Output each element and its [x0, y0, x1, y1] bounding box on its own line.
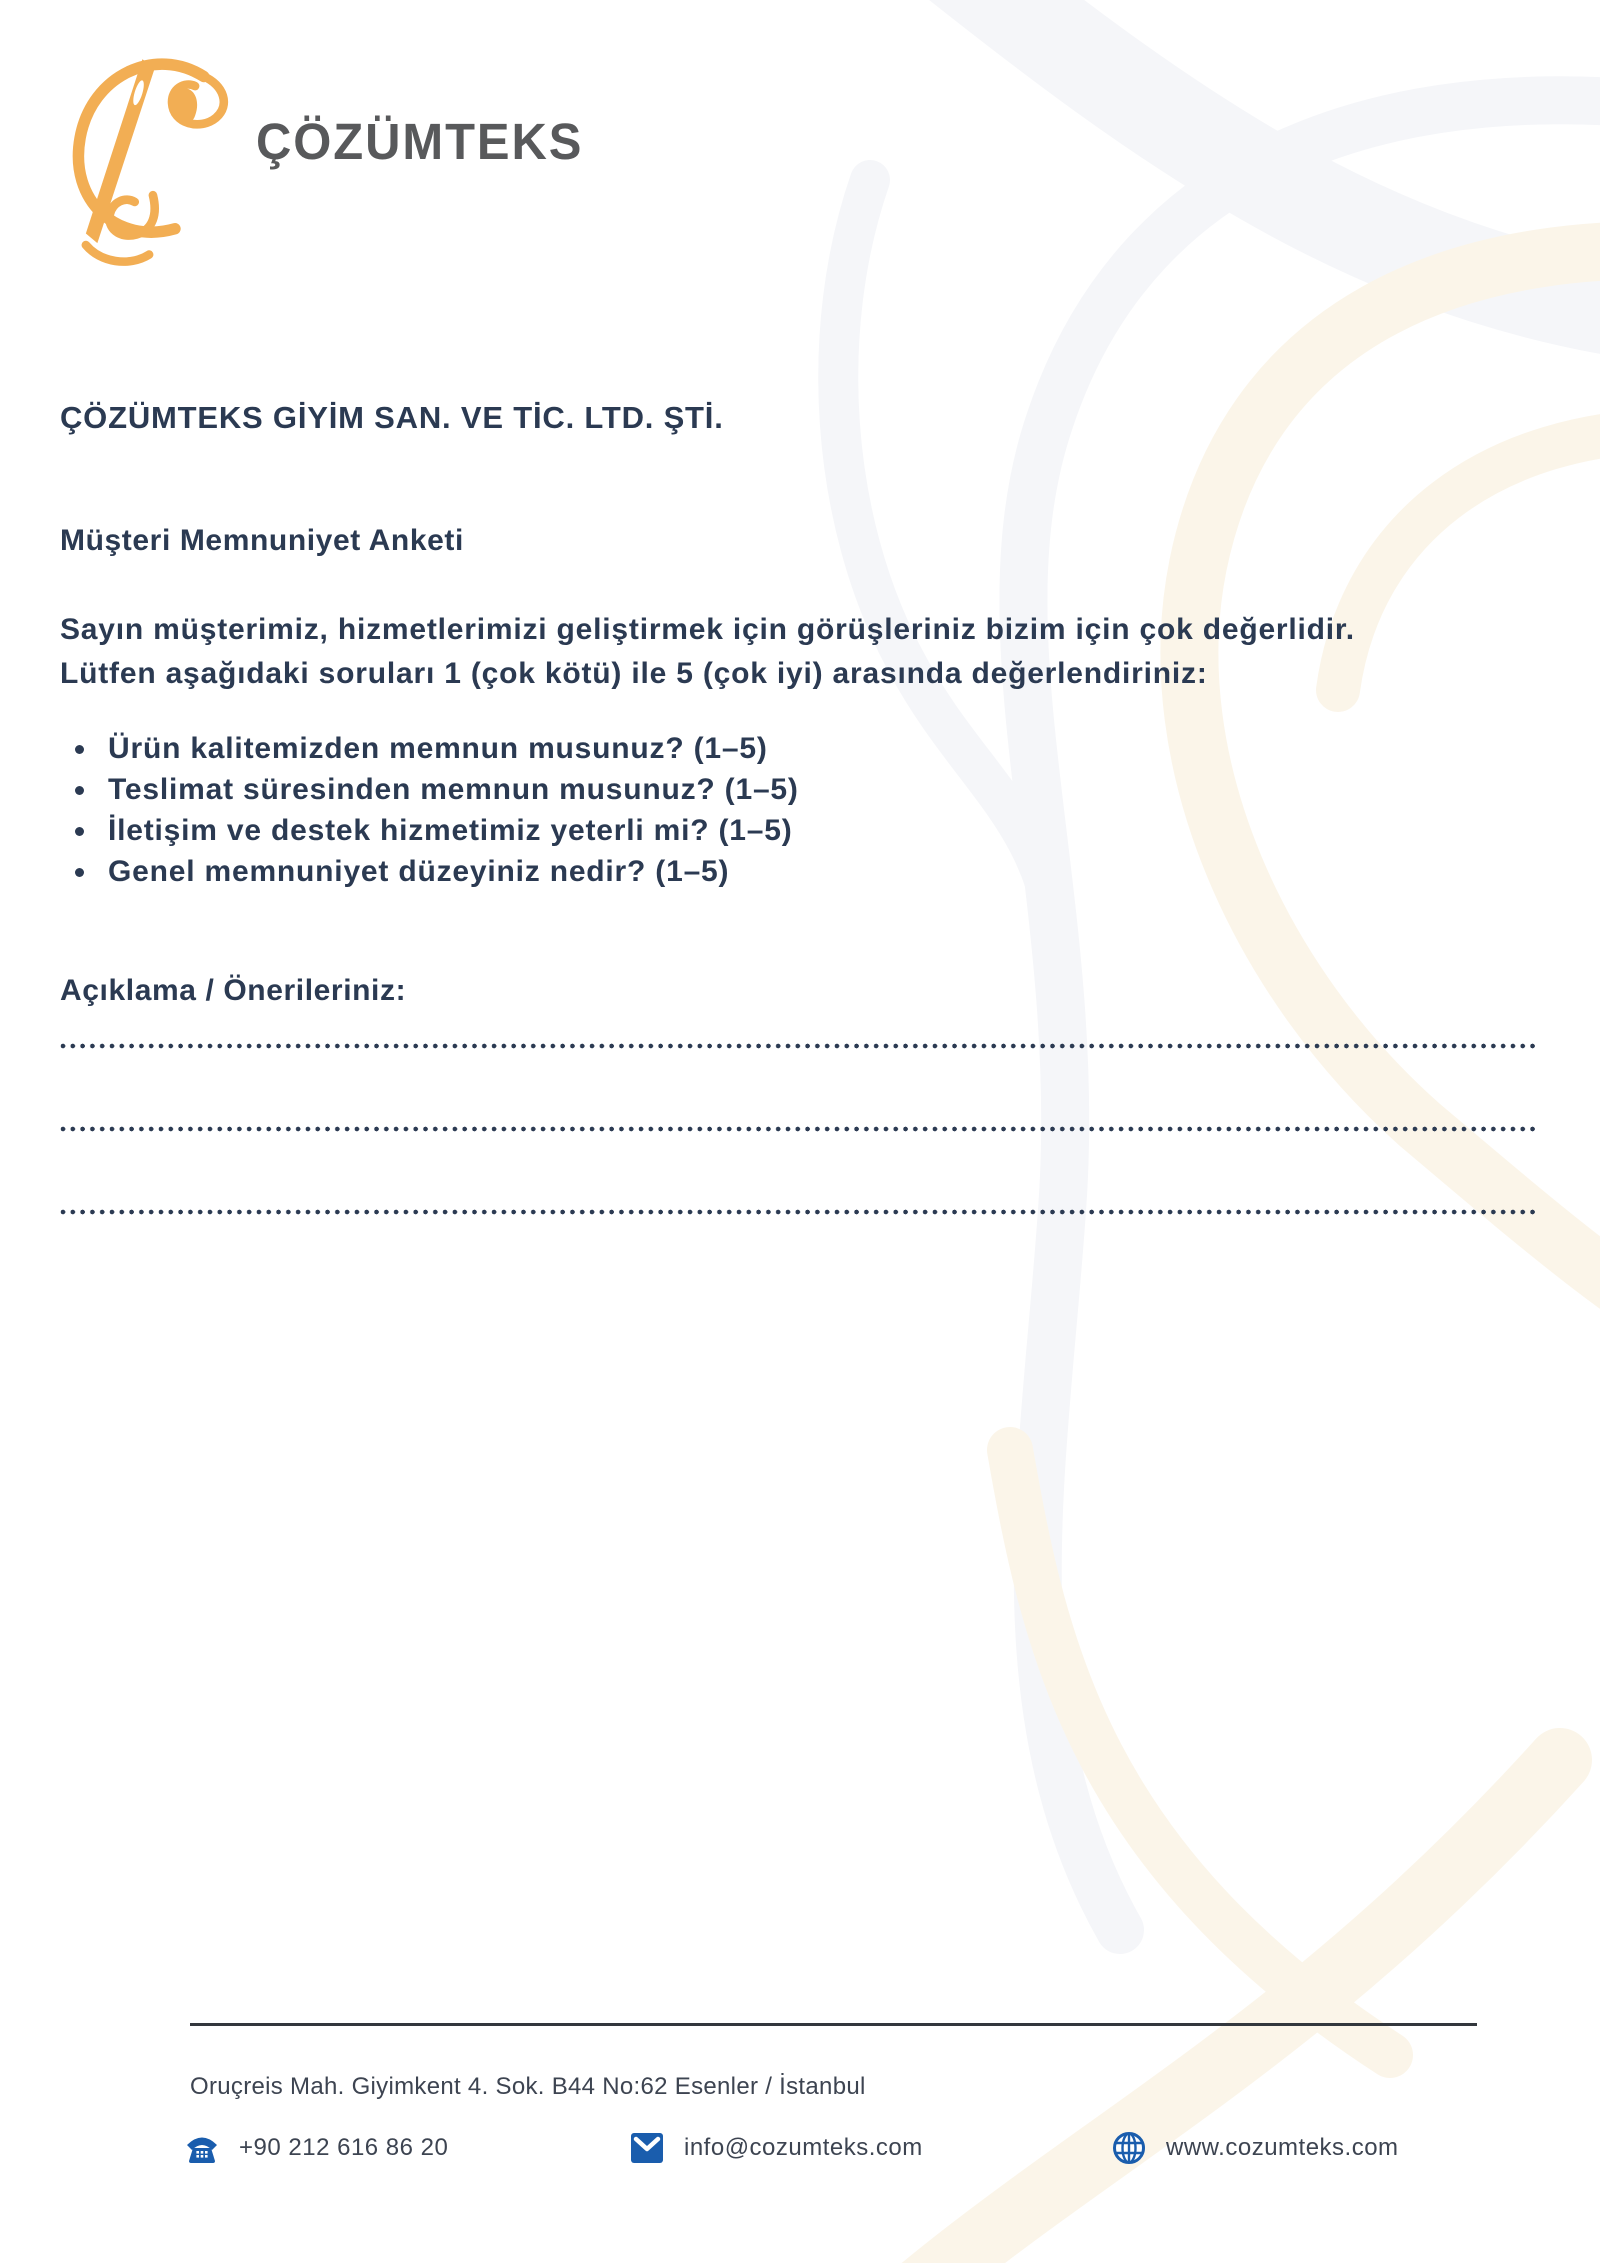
comments-label: Açıklama / Önerileriniz:: [60, 974, 407, 1007]
phone-text: +90 212 616 86 20: [239, 2134, 449, 2161]
bullet-dot-icon: [75, 786, 84, 795]
bullet-dot-icon: [75, 868, 84, 877]
website-text: www.cozumteks.com: [1166, 2134, 1399, 2161]
question-text: Genel memnuniyet düzeyiniz nedir? (1–5): [108, 855, 730, 888]
survey-intro: Sayın müşterimiz, hizmetlerimizi geliştirmek için görüşleriniz bizim için çok değerlidir. Lütfen aşağıdaki soruları 1 (çok kötü) ile 5 (çok iyi) arasında değerlendiriniz:: [60, 613, 1355, 690]
brand-wordmark: ÇÖZÜMTEKS: [256, 112, 584, 170]
question-item: [60, 810, 1540, 851]
question-item: [60, 851, 1540, 892]
logo: [60, 35, 1540, 275]
question-text: Teslimat süresinden memnun musunuz? (1–5): [108, 773, 799, 806]
contact-email: [630, 2131, 923, 2165]
needle-thread-icon: [60, 36, 242, 274]
phone-icon: [185, 2131, 219, 2165]
contact-website: [1112, 2131, 1399, 2165]
bullet-dot-icon: [75, 827, 84, 836]
footer-separator: [190, 2023, 1477, 2026]
question-text: İletişim ve destek hizmetimiz yeterli mi? (1–5): [108, 814, 793, 847]
question-item: [60, 728, 1540, 769]
survey-title: Müşteri Memnuniyet Anketi: [60, 524, 464, 557]
company-title: ÇÖZÜMTEKS GİYİM SAN. VE TİC. LTD. ŞTİ.: [60, 400, 724, 435]
footer-address: Oruçreis Mah. Giyimkent 4. Sok. B44 No:62 Esenler / İstanbul: [190, 2073, 866, 2100]
globe-icon: [1112, 2131, 1146, 2165]
footer: [0, 2023, 1600, 2171]
bullet-dot-icon: [75, 745, 84, 754]
contact-row: [0, 2131, 1600, 2171]
answer-line: [60, 1043, 1538, 1049]
question-list: [60, 728, 1540, 892]
answer-line: [60, 1209, 1538, 1215]
question-text: Ürün kalitemizden memnun musunuz? (1–5): [108, 732, 768, 765]
answer-line: [60, 1126, 1538, 1132]
email-text: info@cozumteks.com: [684, 2134, 923, 2161]
contact-phone: [185, 2131, 448, 2165]
envelope-icon: [630, 2131, 664, 2165]
question-item: [60, 769, 1540, 810]
